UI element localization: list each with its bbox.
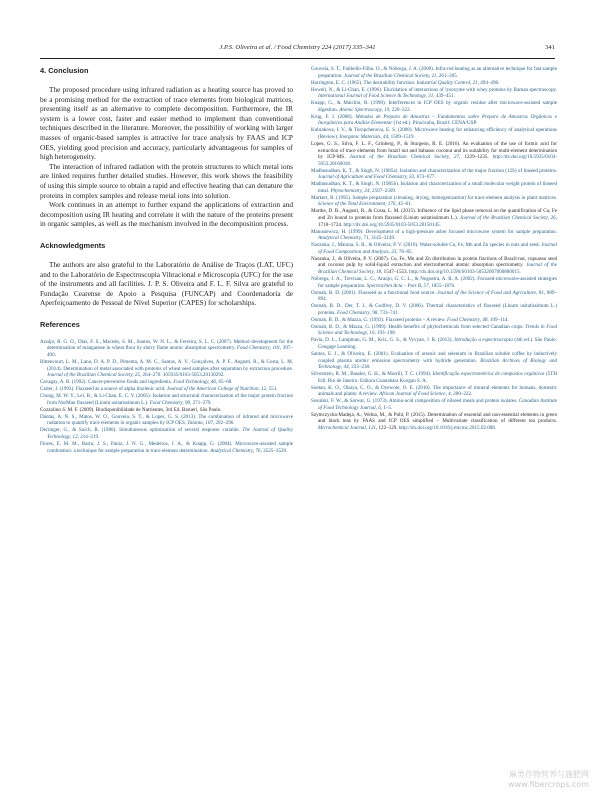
reference-authors: Bittencourt, L. M., Lana, D. A. P. D., Pimenta, A. M. C., Santos, A. V., Gonçalves, A. P. F., Augusti, R., & Costa, L. M. (2014). Determination of metal associated with proteins of wheat seed samples after separation by extraction procedure. (40, 359, 293, 372)
reference-pages: , 45–61. (395, 201, 412, 208)
reference-journal: Food Chemistry, 98 (336, 309, 378, 316)
reference-authors: Madhusudhan, K. T., & Singh, N. (1985a). Isolation and characterization of the major fraction (12S) of linseed proteins. (311, 167, 557, 174)
reference-item[interactable] (311, 385, 557, 398)
reference-item[interactable] (311, 66, 557, 79)
reference-journal: Métodos de Preparo de Amostras – Fundamentos sobre Preparo de Amostras Orgânicos e Inorgânicos para Análise Elementar (318, 113, 557, 127)
reference-item[interactable] (40, 414, 293, 427)
reference-authors: Marthe, D. B., Augusti, R., & Costa, L. M. (2015). Influence of the lipid phase removal on the quantification of Cu, Fe and Zn bound to proteins from flaxseed (Linum usitatissimum L.). (311, 208, 557, 222)
reference-item[interactable] (311, 141, 557, 167)
reference-authors: Oomah, B. D., & Mazza, G. (1999). Health benefits of phytochemicals from selected Canadian crops. (311, 323, 526, 330)
reference-item[interactable] (311, 371, 557, 384)
reference-pages: , 233–238. (348, 364, 371, 371)
reference-pages: , 1509–1519. (388, 133, 415, 140)
reference-authors: Lopes, G. S., Silva, F. L. F., Grinberg, P., & Sturgeon, R. E. (2016). An evaluation of the use of formic acid for extraction of trace elements from brazil nut and babassu coconut and its suitability for multi-element determination by ICP-MS. (311, 141, 557, 161)
reference-item[interactable] (311, 351, 557, 371)
reference-item[interactable] (311, 229, 557, 242)
reference-doi-link[interactable]: http://dx.doi.org/10.5935/0103-5053.20150145. (343, 221, 441, 228)
reference-journal: Atomic Spectroscopy, 19 (339, 106, 390, 113)
reference-authors: Oomah, B. D., Der, T. J., & Godfrey, D. V. (2006). Thermal characteristics of flaxseed (Linum usitatissimum L.) proteins. (311, 303, 557, 316)
reference-pages: (4th ed.). São Paulo: Cengage Learning. (318, 337, 558, 350)
reference-doi-link[interactable]: http://dx.doi.org/10.1016/j.microc.2015.02.008. (398, 424, 497, 431)
reference-pages: , 733–741. (377, 309, 399, 316)
reference-pages: , 551. (266, 386, 278, 393)
reference-pages: , 78–85. (396, 248, 413, 255)
reference-pages: , 439–451. (433, 93, 455, 100)
reference-authors: Cavagay, A. B. (1992). Cancer-preventive foods and ingredients. (40, 379, 174, 386)
reference-journal: Food Chemistry, 101 (236, 345, 281, 352)
reference-journal: Journal of the Brazilian Chemical Society, 26 (459, 215, 556, 222)
reference-item[interactable] (311, 412, 557, 432)
acknowledgments-heading: Acknowledgments (40, 240, 106, 250)
reference-journal: Introdução a espectroscopia (454, 337, 513, 344)
reference-journal: Identificação espectrométrica de compostos orgânicos (432, 371, 545, 378)
reference-journal: Science of the Total Environment, 176 (318, 201, 396, 208)
reference-authors: Markert, B. (1995). Sample preparation (cleaning, drying, homogenization) for trace element analysis in plant matrices. (311, 194, 557, 201)
reference-journal: Spectrochim Acta – Part B, 57 (366, 282, 429, 289)
running-header (40, 44, 555, 59)
reference-doi-link[interactable]: http://dx.doi.org/10.1590/S0103-50532007000800015. (409, 268, 521, 275)
reference-journal: Journal of the Brazilian Chemical Society, 11 (343, 72, 437, 79)
reference-journal: Brazilian Archives of Biology and Technology, 44 (318, 357, 557, 371)
watermark-line: 麻类作物营养与施肥网 (509, 770, 589, 779)
reference-pages: , 3525–3529. (260, 447, 288, 454)
reference-list-left (40, 339, 293, 454)
reference-item[interactable] (311, 181, 557, 194)
reference-authors: Pavia, D. L., Lampman, G. M., Kriz, G. S., & Vyvyan, J. R. (2012). (311, 337, 455, 344)
reference-authors: Silverstein, R. M., Bassler, G. H., & Morrill, T. C. (1994). (311, 371, 433, 378)
reference-pages: , 494–498. (477, 79, 500, 86)
reference-item[interactable] (40, 393, 293, 406)
reference-journal: International Journal of Food Science & Technology, 31 (318, 93, 434, 100)
reference-journal: Journal of the Brazilian Chemical Society, 18 (318, 262, 557, 275)
references-heading: References (40, 319, 80, 329)
reference-pages: , 109–114. (487, 316, 509, 323)
watermark (508, 770, 589, 790)
reference-authors: Sosulski, F. W., & Sarwar, G. (1973). Amino-acid composition of oilseed meals and protein isolates. (311, 398, 519, 405)
reference-item[interactable] (311, 87, 557, 100)
reference-journal: Microchemical Journal, 121 (318, 424, 376, 431)
reference-item[interactable] (311, 168, 557, 181)
reference-authors: Naozuka, J., & Oliveira, P. V. (2007). Cu, Fe, Mn and Zn distribution in protein fractions of Brazil-nut, cupuassu seed and coconut pulp by solid-liquid extraction and electrothermal atomic absorption spectrometry. (311, 255, 557, 269)
reference-pages: , 220–222. (389, 106, 411, 113)
reference-journal: Food Chemistry, 48 (447, 316, 488, 323)
reference-authors: Chung, M. W. Y., Lei, B., & Li-Chan, E. C. Y. (2005). Isolation and structural characterization of the major protein fraction from NorMan flaxseed (Linum usitatissimum L.). (40, 393, 293, 406)
reference-authors: Santos, E. J., & Oliveira, E. (2001). Evaluation of arsenic and selenium in Brazilian soluble coffee by inductively coupled plasma atomic emission spectrometry with hydride generation. (311, 350, 557, 364)
reference-item[interactable] (311, 276, 557, 289)
reference-item[interactable] (311, 398, 557, 411)
reference-item[interactable] (311, 114, 557, 127)
journal-citation: J.P.S. Oliveira et al. / Food Chemistry 224 (2017) 335–341 (219, 44, 376, 51)
reference-item[interactable] (40, 441, 293, 454)
reference-journal: Trends in Food Science and Technology, 10 (318, 323, 557, 337)
reference-pages: , 214–219. (77, 434, 100, 441)
reference-authors: Carter, J. (1993). Flaxseed as a source of alpha linolenic acid. (40, 386, 167, 393)
reference-item[interactable] (311, 242, 557, 255)
reference-journal: Talanta, 107 (187, 420, 213, 427)
reference-pages: , 673–677. (414, 174, 436, 181)
reference-pages: , 122–129. (375, 424, 399, 431)
reference-authors: Howell, N., & Li-Chan, E. (1996). Elucidation of interactions of lysozyme with whey proteins by Raman spectroscopy. (311, 86, 557, 93)
reference-pages: , 397–400. (47, 345, 293, 358)
reference-authors: Oomah, B. D. (2001). Flaxseed as a functional food source. (311, 289, 438, 296)
reference-item[interactable] (311, 256, 557, 276)
reference-journal: Phytochemistry, 24 (330, 187, 370, 194)
reference-pages: (5TH Ed). Rio de Janeiro: Editora Guanabara Koogan S. A. (318, 371, 558, 384)
reference-item[interactable] (311, 324, 557, 337)
reference-journal: Food Technology, 46 (173, 379, 216, 386)
reference-item[interactable] (311, 290, 557, 303)
reference-pages: , 2507–2509. (369, 187, 397, 194)
reference-pages: , 65–68. (215, 379, 233, 386)
reference-authors: Nóbrega, J. A., Trevisan, L. C., Araújo, G. C. L., & Nogueira, A. R. A. (2002). Focused-microwave-assisted strategies for sample preparation. (311, 275, 557, 289)
reference-pages: , 271–279. (190, 399, 212, 406)
reference-authors: Manusiewicz, H. (1999). Development of a high-pressure asher focused microwave system for sample preparation. (311, 228, 557, 235)
reference-journal: Analytical Chemistry, 71 (318, 235, 369, 242)
reference-pages: (1st ed.). Piracicaba, Brazil: CENA/USP. (392, 120, 478, 127)
reference-authors: Szymczycha-Madeja, A., Welna, M., & Pohl, P. (2015). Determination of essential and non-essential elements in green and black teas by FAAS and ICP OES simplified – Multivariate classification of different tea products. (311, 411, 557, 425)
conclusion-paragraph: Work continues in an attempt to further expand the applications of extraction and decomposition using IR heating and correlate it with the nature of the proteins present in organic samples, as well as the mechanism involved in the decomposition process. (40, 200, 293, 229)
reference-doi-link[interactable]: http://dx.doi.org/10.5935/0103-5053.20160018. (318, 154, 558, 167)
reference-journal: Inorganic Materials, 44 (339, 133, 389, 140)
reference-pages: , 200–222. (450, 391, 473, 398)
conclusion-paragraph: The proposed procedure using infrared radiation as a heating source has proved to be a promising method for the extraction of trace elements from biological matrices, presenting itself as an alternative to complete decomposition. Furthermore, the IR system is a lower cost, faster and easier method to implement than conventional techniques described in the literature. Moreover, the possibility of working with larger masses of organic-based samples is attractive for trace analysis by FAAS and ICP OES, yielding good precision and accuracy, particularly advantageous for samples of high heterogeneity. (40, 85, 293, 162)
watermark-url: www.fibercrops.com (508, 780, 589, 789)
reference-authors: Cozzolino S. M. F. (2009). Biodisponibilidade de Nutrientes, 3rd Ed. Barueri, São Paulo. (40, 406, 222, 413)
reference-journal: Journal of the Brazilian Chemical Society, 27 (349, 154, 460, 161)
reference-item[interactable] (40, 379, 293, 386)
reference-authors: Kubrakova, I. V., & Toropchenova, E. S. (2008). Microwave heating for enhancing efficiency of analytical operations (Review). (311, 127, 557, 140)
reference-journal: Journal of the Brazilian Chemical Society, 25 (47, 372, 140, 379)
reference-item[interactable] (40, 386, 293, 393)
reference-item[interactable] (40, 359, 293, 379)
reference-item[interactable] (311, 127, 557, 140)
conclusion-heading: 4. Conclusion (40, 66, 89, 75)
right-column (311, 66, 557, 432)
reference-journal: Journal of the American College of Nutrition, 12 (166, 386, 267, 393)
conclusion-section (40, 66, 293, 229)
reference-item[interactable] (311, 100, 557, 113)
acknowledgments-section (40, 241, 293, 308)
reference-item[interactable] (40, 407, 293, 414)
reference-item[interactable] (40, 339, 293, 359)
reference-pages: , 1855–1876. (428, 282, 456, 289)
reference-authors: Araújo, R. G. O., Dias, F. S., Macedo, S. M., Santos, W. N. L., & Ferreira, S. L. C. (2007). Method development for the determination of manganese in wheat flour by slurry flame atomic absorption spectrometry. (40, 338, 293, 352)
reference-item[interactable] (40, 427, 293, 440)
reference-journal: Industrial Quality Control, 21 (416, 79, 478, 86)
reference-authors: Krug, F. J. (2008). (311, 113, 356, 120)
reference-pages: , 1229–1235. (459, 154, 493, 161)
reference-pages: , 264–270. 105935/0103-5053.20130292. (139, 372, 225, 379)
references-section (40, 320, 293, 454)
reference-journal: Journal of the Science of Food and Agriculture, 81 (437, 289, 544, 296)
reference-journal: Food Chemistry, 90 (149, 399, 191, 406)
reference-item[interactable] (311, 80, 557, 87)
reference-journal: African Journal of Food Science, 4 (379, 391, 451, 398)
acknowledgments-paragraph: The authors are also grateful to the Laboratório de Análise de Traços (LAT, UFC) and to the Laboratório de Espectroscopia Vibracional e Microscopia (UFC) for the use of the instruments and all facilities. J. P. S. Oliveira and F. L. F. Silva are grateful to Fundação Cearense de Apoio a Pesquisa (FUNCAP) and Coordenadoria de Aperfeiçoamento de Pessoal de Nível Superior (CAPES) for scholarships. (40, 259, 293, 308)
reference-authors: Madhusudhan, K. T., & Singh, N. (1985b). Isolation and characterization of a small molecular weight protein of linseed meal. (311, 181, 557, 194)
reference-journal: Canadian Institute of Food Technology Journal, 6 (318, 398, 557, 411)
reference-pages: , 889–894. (318, 289, 557, 303)
reference-item[interactable] (311, 337, 557, 350)
reference-list-right (311, 66, 557, 432)
reference-journal: Journal of Agriculture and Food Chemistry, 33 (318, 174, 415, 181)
reference-pages: , 193–198. (374, 330, 397, 337)
reference-item[interactable] (311, 208, 557, 228)
reference-pages: , 1718–1724. (318, 215, 557, 228)
reference-authors: Knapp, G., & Maichin, B. (1998). Interferences in ICP OES by organic residue after microwave-assisted sample digestion. (311, 100, 557, 113)
reference-journal: Journal of Food Composition and Analysis, 23 (318, 242, 557, 255)
reference-authors: Soetan, K. O., Olaiya, C. O., & Oyewole, O. E. (2010). The importance of mineral elements for humans, domestic animals and plants: A review. (311, 384, 557, 398)
reference-item[interactable] (311, 303, 557, 316)
reference-authors: Oomah, B. D., & Mazza, G. (1993). Flaxseed proteins – A review. (311, 316, 448, 323)
page-number: 341 (545, 44, 555, 51)
reference-pages: , 1–5. (380, 404, 393, 411)
reference-pages: , 3145–3149. (368, 235, 396, 242)
conclusion-paragraph: The interaction of infrared radiation with the protein structures to which metal ions are linked requires further detailed studies. However, this work shows the feasibility of using this simple source to obtain a rapid and effective heating that can denature the proteins in complex samples and release metal ions into solution. (40, 161, 293, 200)
reference-journal: The Journal of Quality Technology, 12 (47, 427, 293, 441)
reference-authors: Naozuka, J., Marana, S. R., & Oliveira, P. V. (2010). Water-soluble Cu, Fe, Mn and Zn species in nuts and seed. (311, 242, 542, 249)
reference-pages: , 292–296. (212, 420, 235, 427)
reference-authors: Flores, E. M. M., Barin, J. S., Paniz, J. N. G., Medeiros, J. A., & Knapp, G. (2004). Microwave-assisted sample combustion: a technique for sample preparation in trace element determination. (40, 441, 293, 454)
reference-pages: , 1547–1553. (381, 268, 410, 275)
reference-journal: Analytical Chemistry, 76 (210, 447, 261, 454)
reference-pages: , 261–265. (436, 72, 458, 79)
reference-item[interactable] (311, 317, 557, 324)
reference-item[interactable] (311, 195, 557, 208)
left-column (40, 66, 293, 466)
reference-authors: Gouveia, S. T., Fatibello-Filho, O., & Nóbrega, J. A. (2000). Infra-red heating as an alternative technique for fast sample preparation. (311, 66, 557, 79)
reference-authors: Harrington, E. C. (1965). The desirability function. (311, 79, 417, 86)
reference-authors: Derringer, G., & Suich, R. (1980). Simultaneous optimization of several response variable. (40, 427, 243, 434)
reference-authors: Dantas, A. N. S., Matos, W. O., Gouveia, S. T., & Lopes, G. S. (2013). The combination of infrared and microwave radiation to quantify trace elements in organic samples by ICP OES. (40, 413, 293, 427)
